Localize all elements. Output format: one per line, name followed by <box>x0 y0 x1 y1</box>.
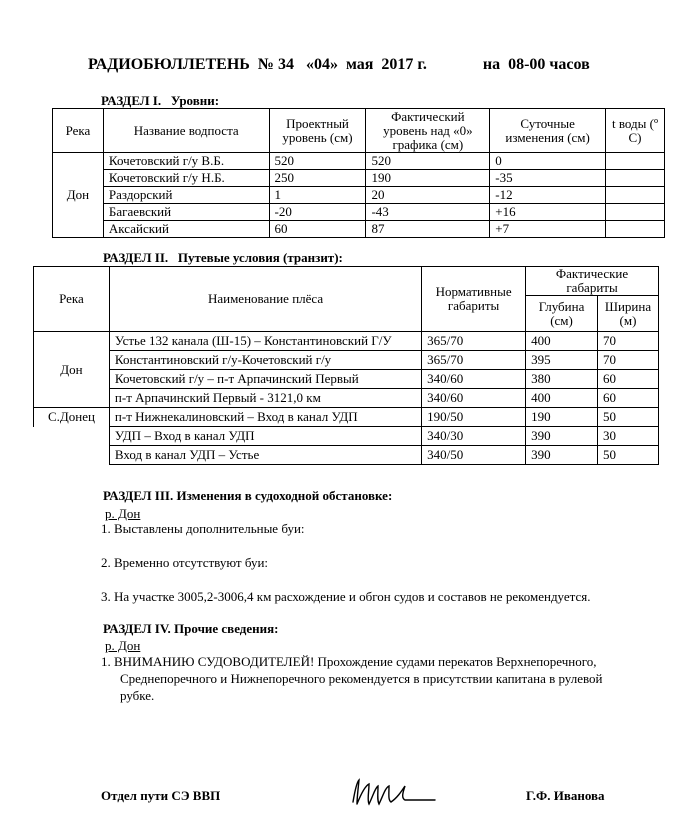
value-cell: 390 <box>526 427 598 446</box>
section-4-heading: РАЗДЕЛ IV. Прочие сведения: <box>103 621 279 636</box>
value-cell: 20 <box>366 187 490 204</box>
value-cell: -12 <box>490 187 606 204</box>
header-depth: Глубина (см) <box>526 296 598 332</box>
header-river: Река <box>34 267 110 332</box>
route-header-row <box>34 267 659 296</box>
value-cell: 50 <box>598 446 659 465</box>
header-station: Название водпоста <box>103 109 269 153</box>
section-3-item-2: 2. Временно отсутствуют буи: <box>101 555 269 570</box>
value-cell <box>606 170 665 187</box>
value-cell <box>606 221 665 238</box>
section-4-line-2: Среднепоречного и Нижнепоречного рекомендуется в присутствии капитана в рулевой <box>120 671 603 686</box>
table-row <box>53 204 665 221</box>
section-2-heading: РАЗДЕЛ II. Путевые условия (транзит): <box>103 250 343 265</box>
value-cell: 365/70 <box>422 332 526 351</box>
reach-cell: Устье 132 канала (Ш-15) – Константиновский Г/У <box>109 332 421 351</box>
value-cell: 70 <box>598 332 659 351</box>
value-cell: 190 <box>366 170 490 187</box>
value-cell: 400 <box>526 389 598 408</box>
reach-cell: УДП – Вход в канал УДП <box>109 427 421 446</box>
value-cell: 60 <box>269 221 366 238</box>
header-design-level: Проектный уровень (см) <box>269 109 366 153</box>
header-water-temp: t воды (º С) <box>606 109 665 153</box>
section-3-heading: РАЗДЕЛ III. Изменения в судоходной обстановке: <box>103 488 393 503</box>
station-cell: Раздорский <box>103 187 269 204</box>
value-cell: 340/30 <box>422 427 526 446</box>
value-cell: -43 <box>366 204 490 221</box>
signature-drawing <box>345 772 440 812</box>
value-cell: -35 <box>490 170 606 187</box>
value-cell <box>606 204 665 221</box>
value-cell: 390 <box>526 446 598 465</box>
value-cell: +16 <box>490 204 606 221</box>
header-daily-change: Суточные изменения (см) <box>490 109 606 153</box>
page-title: РАДИОБЮЛЛЕТЕНЬ № 34 «04» мая 2017 г. на 08-00 часов <box>88 56 590 73</box>
value-cell <box>606 153 665 170</box>
table-row <box>53 187 665 204</box>
table-row <box>34 446 659 465</box>
table-row <box>53 221 665 238</box>
header-width: Ширина (м) <box>598 296 659 332</box>
value-cell <box>606 187 665 204</box>
station-cell: Багаевский <box>103 204 269 221</box>
empty-cell <box>34 427 110 446</box>
reach-cell: Кочетовский г/у – п-т Арпачинский Первый <box>109 370 421 389</box>
value-cell: -20 <box>269 204 366 221</box>
value-cell: +7 <box>490 221 606 238</box>
levels-table <box>52 108 665 238</box>
value-cell: 340/60 <box>422 370 526 389</box>
header-actual-level: Фактический уровень над «0» графика (см) <box>366 109 490 153</box>
signature <box>345 772 440 817</box>
value-cell: 1 <box>269 187 366 204</box>
header-reach: Наименование плёса <box>109 267 421 332</box>
river-cell: С.Донец <box>34 408 110 427</box>
river-cell: Дон <box>53 153 104 238</box>
header-actual-dims: Фактические габариты <box>526 267 659 296</box>
table-row <box>34 427 659 446</box>
value-cell: 400 <box>526 332 598 351</box>
value-cell: 70 <box>598 351 659 370</box>
reach-cell: п-т Арпачинский Первый - 3121,0 км <box>109 389 421 408</box>
reach-cell: Вход в канал УДП – Устье <box>109 446 421 465</box>
value-cell: 365/70 <box>422 351 526 370</box>
value-cell: 0 <box>490 153 606 170</box>
value-cell: 87 <box>366 221 490 238</box>
header-norm-dims: Нормативные габариты <box>422 267 526 332</box>
value-cell: 340/60 <box>422 389 526 408</box>
section-4-line-1: 1. ВНИМАНИЮ СУДОВОДИТЕЛЕЙ! Прохождение судами перекатов Верхнепоречного, <box>101 654 597 669</box>
value-cell: 520 <box>366 153 490 170</box>
value-cell: 50 <box>598 408 659 427</box>
reach-cell: п-т Нижнекалиновский – Вход в канал УДП <box>109 408 421 427</box>
footer-department: Отдел пути СЭ ВВП <box>101 788 221 803</box>
table-row <box>34 351 659 370</box>
section-1-heading: РАЗДЕЛ I. Уровни: <box>101 93 220 108</box>
value-cell: 60 <box>598 389 659 408</box>
reach-cell: Константиновский г/у-Кочетовский г/у <box>109 351 421 370</box>
value-cell: 250 <box>269 170 366 187</box>
station-cell: Кочетовский г/у В.Б. <box>103 153 269 170</box>
table-row <box>53 170 665 187</box>
table-row <box>34 389 659 408</box>
table-row <box>53 153 665 170</box>
section-3-item-3: 3. На участке 3005,2-3006,4 км расхождение и обгон судов и составов не рекомендуется. <box>101 589 591 604</box>
river-cell: Дон <box>34 332 110 408</box>
value-cell: 60 <box>598 370 659 389</box>
section-4-river: р. Дон <box>105 638 141 653</box>
section-3-river: р. Дон <box>105 506 141 521</box>
value-cell: 190/50 <box>422 408 526 427</box>
value-cell: 520 <box>269 153 366 170</box>
station-cell: Кочетовский г/у Н.Б. <box>103 170 269 187</box>
section-3-item-1: 1. Выставлены дополнительные буи: <box>101 521 305 536</box>
route-table <box>33 266 659 465</box>
value-cell: 190 <box>526 408 598 427</box>
value-cell: 395 <box>526 351 598 370</box>
table-row <box>34 370 659 389</box>
value-cell: 340/50 <box>422 446 526 465</box>
footer-name: Г.Ф. Иванова <box>526 788 605 803</box>
value-cell: 380 <box>526 370 598 389</box>
table-row <box>34 408 659 427</box>
value-cell: 30 <box>598 427 659 446</box>
levels-header-row <box>53 109 665 153</box>
empty-cell <box>34 446 110 465</box>
station-cell: Аксайский <box>103 221 269 238</box>
table-row <box>34 332 659 351</box>
header-river: Река <box>53 109 104 153</box>
section-4-line-3: рубке. <box>120 688 155 703</box>
